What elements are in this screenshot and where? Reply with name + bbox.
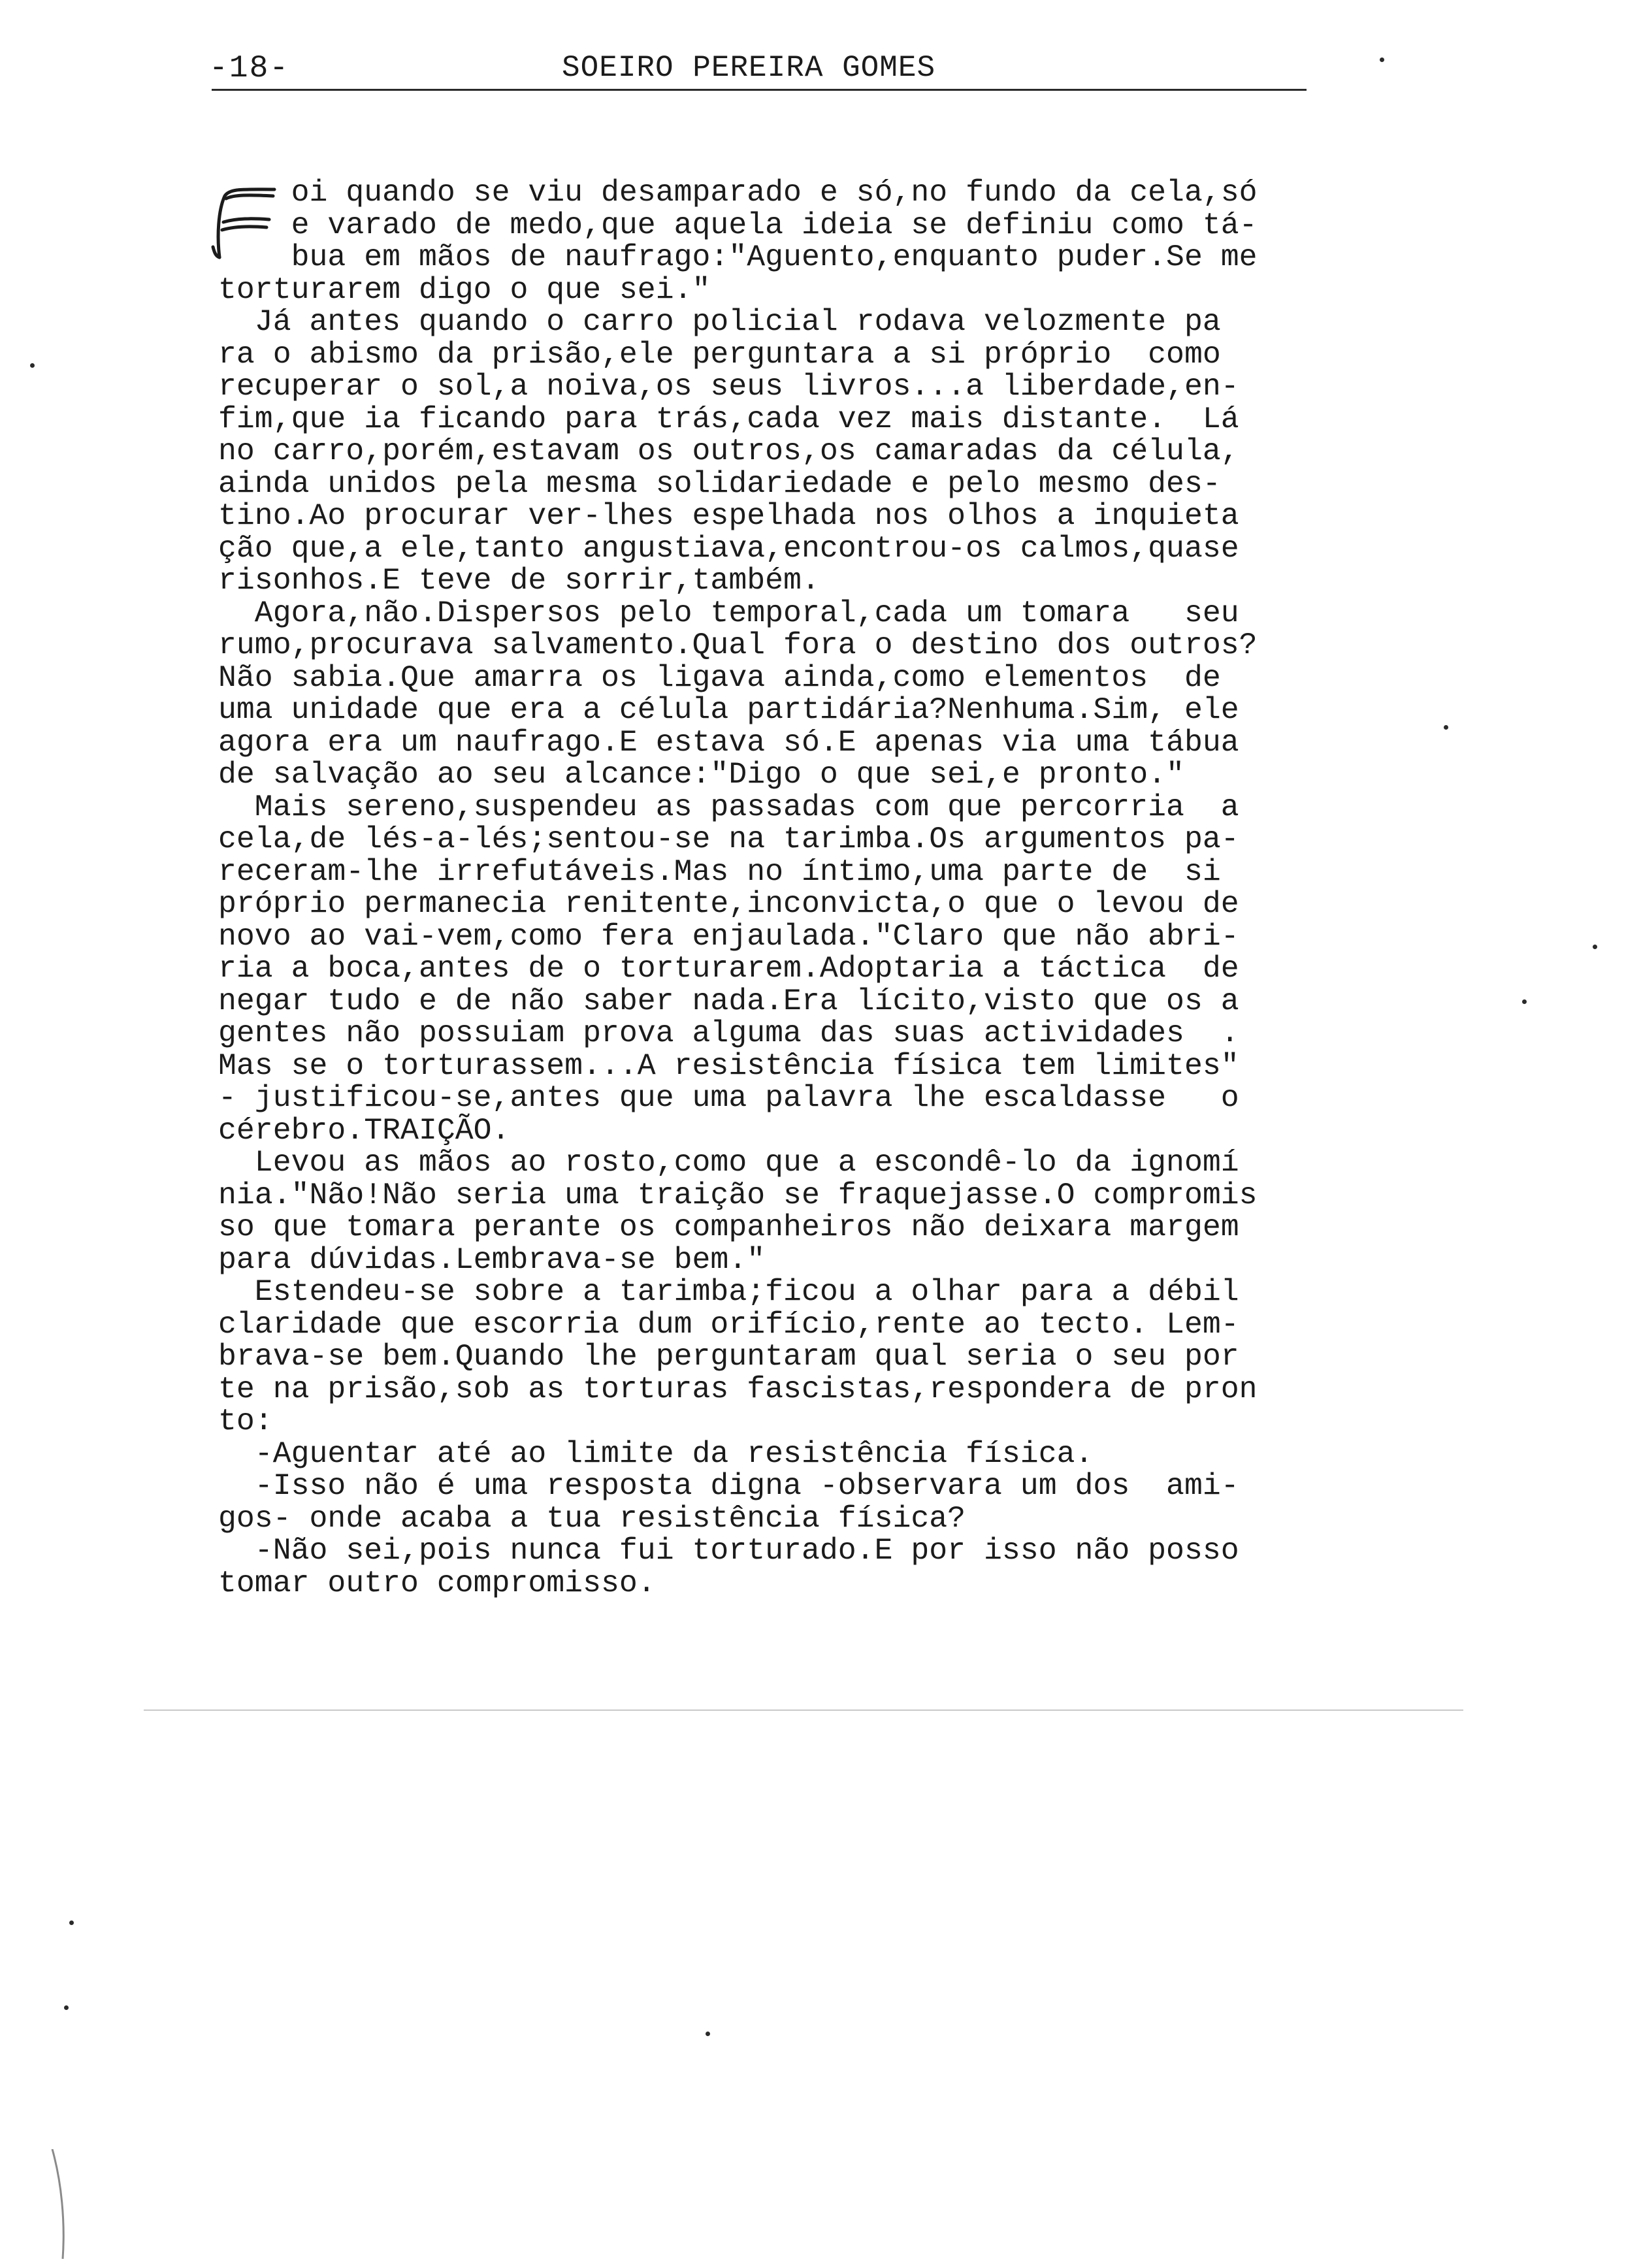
text-line: recuperar o sol,a noiva,os seus livros...a liberdade,en- [218, 369, 1239, 404]
page-header [209, 51, 1307, 97]
text-line: tino.Ao procurar ver-lhes espelhada nos olhos a inquieta [218, 498, 1239, 533]
text-line: ainda unidos pela mesma solidariedade e pelo mesmo des- [218, 466, 1221, 501]
text-line: brava-se bem.Quando lhe perguntaram qual seria o seu por [218, 1339, 1239, 1374]
scan-speck [30, 363, 35, 368]
text-line: receram-lhe irrefutáveis.Mas no íntimo,uma parte de si [218, 854, 1221, 889]
text-line: Já antes quando o carro policial rodava velozmente pa [218, 304, 1221, 339]
scan-speck [1444, 725, 1448, 730]
paper-edge-mark [39, 2149, 78, 2260]
text-line: fim,que ia ficando para trás,cada vez mais distante. Lá [218, 401, 1239, 436]
text-line: Estendeu-se sobre a tarimba;ficou a olhar para a débil [218, 1274, 1239, 1309]
scan-speck [64, 2005, 69, 2010]
text-line: Mas se o torturassem...A resistência física tem limites" [218, 1048, 1239, 1083]
text-line: ria a boca,antes de o torturarem.Adoptaria a táctica de [218, 951, 1239, 986]
text-line: claridade que escorria dum orifício,rente ao tecto. Lem- [218, 1306, 1239, 1342]
text-line: risonhos.E teve de sorrir,também. [218, 563, 820, 598]
text-line: cérebro.TRAIÇÃO. [218, 1112, 510, 1148]
text-line: so que tomara perante os companheiros não deixara margem [218, 1210, 1239, 1244]
text-line: rumo,procurava salvamento.Qual fora o destino dos outros? [218, 628, 1258, 662]
text-line: te na prisão,sob as torturas fascistas,respondera de pron [218, 1371, 1258, 1406]
text-line: uma unidade que era a célula partidária?Nenhuma.Sim, ele [218, 692, 1239, 727]
page-number: -18- [209, 51, 290, 86]
text-line: Levou as mãos ao rosto,como que a escondê-lo da ignomí [218, 1145, 1239, 1180]
text-line: cela,de lés-a-lés;sentou-se na tarimba.Os argumentos pa- [218, 822, 1239, 856]
text-line: novo ao vai-vem,como fera enjaulada."Claro que não abri- [218, 918, 1239, 954]
scan-speck [69, 1920, 74, 1925]
text-line: nia."Não!Não seria uma traição se fraquejasse.O compromis [218, 1177, 1258, 1212]
text-line: de salvação ao seu alcance:"Digo o que sei,e pronto." [218, 757, 1184, 792]
text-line: torturarem digo o que sei." [218, 272, 711, 307]
text-line: ra o abismo da prisão,ele perguntara a si próprio como [218, 336, 1221, 372]
text-line: -Isso não é uma resposta digna -observara um dos ami- [218, 1468, 1239, 1503]
scan-speck [1380, 57, 1384, 62]
body-text [218, 176, 1329, 1599]
text-line: -Não sei,pois nunca fui torturado.E por isso não posso [218, 1533, 1239, 1568]
text-line: Mais sereno,suspendeu as passadas com que percorria a [218, 789, 1239, 824]
text-line: e varado de medo,que aquela ideia se definiu como tá- [218, 207, 1258, 242]
text-line: Não sabia.Que amarra os ligava ainda,como elementos de [218, 660, 1221, 695]
text-line: no carro,porém,estavam os outros,os camaradas da célula, [218, 434, 1239, 468]
running-title: SOEIRO PEREIRA GOMES [562, 51, 936, 85]
text-line: oi quando se viu desamparado e só,no fundo da cela,só [218, 175, 1258, 210]
text-line: - justificou-se,antes que uma palavra lhe escaldasse o [218, 1080, 1239, 1115]
text-line: para dúvidas.Lembrava-se bem." [218, 1242, 766, 1277]
text-line: ção que,a ele,tanto angustiava,encontrou-os calmos,quase [218, 530, 1239, 566]
faint-bottom-rule [144, 1709, 1463, 1711]
scan-speck [1522, 999, 1527, 1004]
scan-speck [706, 2032, 710, 2036]
text-line: Agora,não.Dispersos pelo temporal,cada um tomara seu [218, 595, 1239, 630]
text-line: próprio permanecia renitente,inconvicta,o que o levou de [218, 886, 1239, 921]
text-line: tomar outro compromisso. [218, 1565, 656, 1600]
text-line: negar tudo e de não saber nada.Era lícito,visto que os a [218, 983, 1239, 1018]
text-line: agora era um naufrago.E estava só.E apenas via uma tábua [218, 724, 1239, 760]
text-line: -Aguentar até ao limite da resistência física. [218, 1436, 1094, 1471]
text-line: gos- onde acaba a tua resistência física? [218, 1500, 966, 1536]
header-rule [212, 89, 1307, 91]
text-line: bua em mãos de naufrago:"Aguento,enquanto puder.Se me [218, 240, 1258, 274]
text-line: to: [218, 1404, 273, 1438]
scan-speck [1593, 945, 1597, 949]
text-line: gentes não possuiam prova alguma das suas actividades . [218, 1016, 1239, 1050]
